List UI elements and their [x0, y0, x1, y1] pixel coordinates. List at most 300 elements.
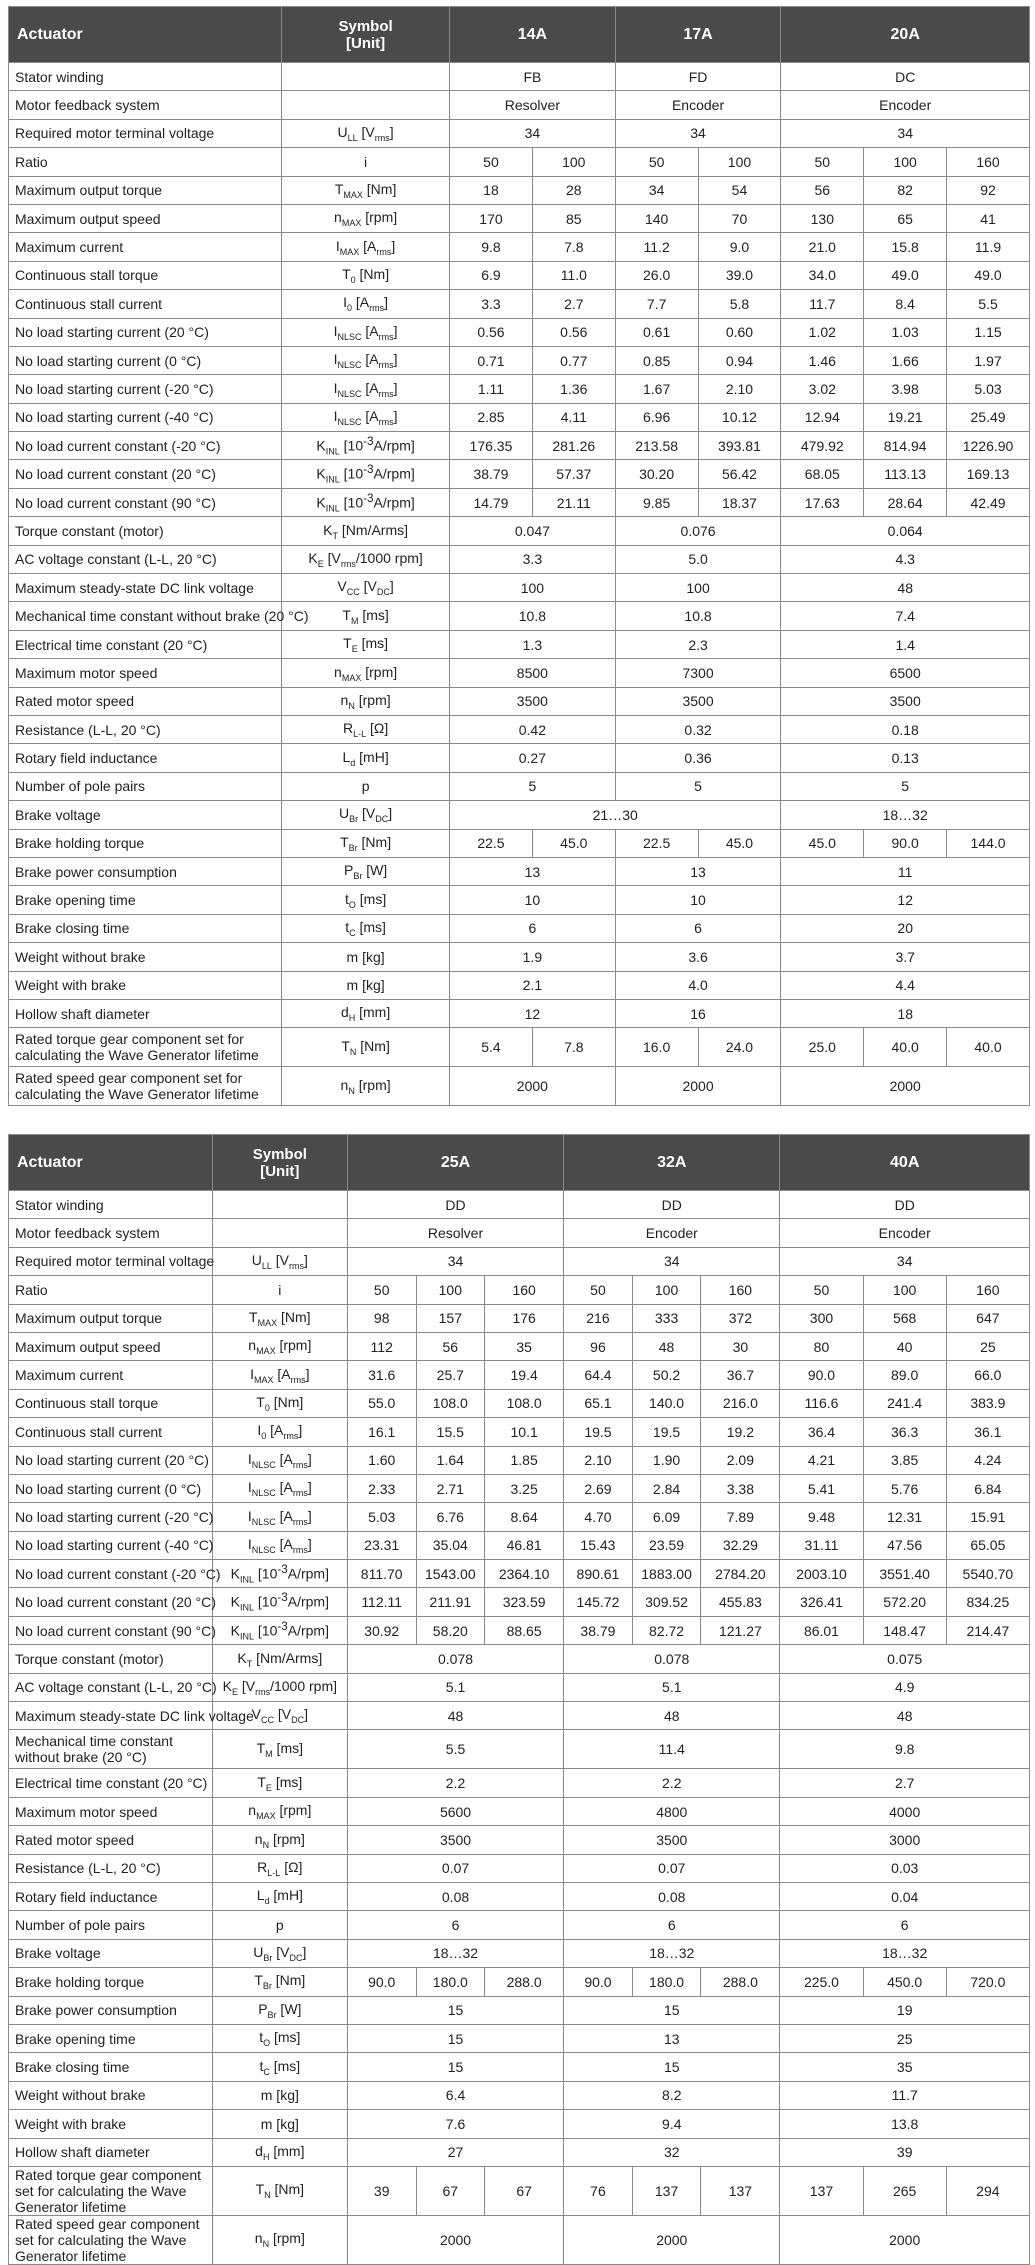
table-row [9, 1219, 1030, 1247]
value-cell: 5.0 [615, 545, 781, 573]
value-cell: 479.92 [781, 432, 864, 460]
table-row [9, 829, 1030, 857]
parameter-cell: Stator winding [9, 1191, 213, 1219]
table-row [9, 148, 1030, 176]
value-cell: 2.7 [780, 1769, 1030, 1797]
value-cell: 48 [347, 1702, 563, 1730]
symbol-cell: $T_N$ [Nm] [282, 1028, 450, 1067]
parameter-cell: Torque constant (motor) [9, 517, 282, 545]
symbol-cell: $L_d$ [mH] [282, 744, 450, 772]
value-cell: 15.5 [416, 1418, 485, 1446]
value-cell: 15.43 [564, 1531, 633, 1559]
value-cell: 100 [450, 574, 616, 602]
value-cell: 0.42 [450, 715, 616, 743]
symbol-cell: $T_E$ [ms] [282, 630, 450, 658]
value-cell: 34 [564, 1247, 780, 1275]
parameter-cell: Hollow shaft diameter [9, 2138, 213, 2166]
value-cell: 48 [781, 574, 1030, 602]
value-cell: 1226.90 [947, 432, 1030, 460]
value-cell: 48 [780, 1702, 1030, 1730]
symbol-cell: $n_{MAX}$ [rpm] [212, 1797, 347, 1825]
value-cell: 4.3 [781, 545, 1030, 573]
value-cell: 15 [347, 2024, 563, 2052]
symbol-header: Symbol [Unit] [282, 7, 450, 63]
value-cell: 4.21 [780, 1446, 863, 1474]
parameter-cell: No load starting current (20 °C) [9, 318, 282, 346]
value-cell: 11.4 [564, 1730, 780, 1769]
value-cell: 176 [485, 1304, 564, 1332]
value-cell: FB [450, 63, 616, 91]
parameter-cell: Resistance (L-L, 20 °C) [9, 715, 282, 743]
symbol-cell: $V_{CC}$ $[V_{DC}]$ [212, 1702, 347, 1730]
symbol-cell: $t_C$ [ms] [212, 2053, 347, 2081]
value-cell: 16 [615, 999, 781, 1027]
symbol-cell: $K_{INL}$ $[10^{-3}A/rpm]$ [212, 1588, 347, 1616]
value-cell: 50 [780, 1276, 863, 1304]
symbol-cell: $P_{Br}$ [W] [212, 1996, 347, 2024]
table-row [9, 1854, 1030, 1882]
parameter-cell: Brake opening time [9, 2024, 213, 2052]
parameter-cell: Rotary field inductance [9, 1882, 213, 1910]
value-cell: 15 [564, 1996, 780, 2024]
symbol-cell: $T_0$ [Nm] [282, 261, 450, 289]
parameter-cell: No load current constant (90 °C) [9, 1616, 213, 1644]
value-cell: 25 [946, 1332, 1029, 1360]
symbol-cell: $U_{Br}$ $[V_{DC}]$ [282, 801, 450, 829]
value-cell: 6.4 [347, 2081, 563, 2109]
symbol-cell: $n_N$ [rpm] [282, 1067, 450, 1106]
value-cell: 160 [946, 1276, 1029, 1304]
value-cell: 8.4 [864, 290, 947, 318]
parameter-cell: No load starting current (20 °C) [9, 1446, 213, 1474]
table-row [9, 318, 1030, 346]
value-cell: 88.65 [485, 1616, 564, 1644]
parameter-cell: Brake holding torque [9, 1968, 213, 1996]
value-cell: 0.85 [615, 346, 698, 374]
value-cell: 140.0 [632, 1389, 701, 1417]
symbol-cell: m [kg] [212, 2110, 347, 2138]
table-row [9, 375, 1030, 403]
symbol-cell: $I_{NLSC}$ $[A_{rms}]$ [282, 403, 450, 431]
value-cell: Resolver [347, 1219, 563, 1247]
parameter-cell: Mechanical time constant without brake (20 °C) [9, 602, 282, 630]
value-cell: 31.11 [780, 1531, 863, 1559]
table-row [9, 1531, 1030, 1559]
table-row [9, 1702, 1030, 1730]
value-cell: 45.0 [698, 829, 781, 857]
parameter-cell: No load current constant (20 °C) [9, 460, 282, 488]
value-cell: 6.84 [946, 1474, 1029, 1502]
value-cell: 57.37 [532, 460, 615, 488]
table-row [9, 1276, 1030, 1304]
value-cell: 383.9 [946, 1389, 1029, 1417]
parameter-cell: Brake closing time [9, 2053, 213, 2081]
value-cell: 1.11 [450, 375, 533, 403]
value-cell: 5.5 [347, 1730, 563, 1769]
value-cell: 9.48 [780, 1503, 863, 1531]
value-cell: 0.56 [450, 318, 533, 346]
header-row [9, 1135, 1030, 1191]
value-cell: 834.25 [946, 1588, 1029, 1616]
value-cell: 10.8 [615, 602, 781, 630]
value-cell: 11.9 [947, 233, 1030, 261]
value-cell: 2.71 [416, 1474, 485, 1502]
value-cell: 6.09 [632, 1503, 701, 1531]
value-cell: 35 [780, 2053, 1030, 2081]
parameter-cell: Mechanical time constant without brake (20 °C) [9, 1730, 213, 1769]
value-cell: 5.8 [698, 290, 781, 318]
value-cell: 15 [347, 1996, 563, 2024]
parameter-cell: Continuous stall torque [9, 261, 282, 289]
table-body [9, 1191, 1030, 2265]
value-cell: 0.77 [532, 346, 615, 374]
value-cell: 8500 [450, 659, 616, 687]
table-row [9, 1645, 1030, 1673]
value-cell: 0.078 [347, 1645, 563, 1673]
value-cell: 3500 [450, 687, 616, 715]
value-cell: 18…32 [564, 1939, 780, 1967]
parameter-cell: Maximum motor speed [9, 659, 282, 687]
value-cell: 38.79 [450, 460, 533, 488]
value-cell: 18 [450, 176, 533, 204]
value-cell: 0.075 [780, 1645, 1030, 1673]
value-cell: 3.25 [485, 1474, 564, 1502]
parameter-cell: Continuous stall current [9, 290, 282, 318]
symbol-cell: $I_{NLSC}$ $[A_{rms}]$ [212, 1446, 347, 1474]
table-row [9, 2138, 1030, 2166]
value-cell: 67 [485, 2166, 564, 2215]
value-cell: 7300 [615, 659, 781, 687]
parameter-cell: Maximum steady-state DC link voltage [9, 1702, 213, 1730]
value-cell: 16.0 [615, 1028, 698, 1067]
parameter-cell: No load current constant (-20 °C) [9, 1560, 213, 1588]
value-cell: 393.81 [698, 432, 781, 460]
symbol-header: Symbol [Unit] [212, 1135, 347, 1191]
value-cell: 455.83 [701, 1588, 780, 1616]
value-cell: 145.72 [564, 1588, 633, 1616]
value-cell: 3551.40 [863, 1560, 946, 1588]
value-cell: DD [780, 1191, 1030, 1219]
table-row [9, 1389, 1030, 1417]
value-cell: 1.90 [632, 1446, 701, 1474]
value-cell: 98 [347, 1304, 416, 1332]
parameter-cell: No load starting current (0 °C) [9, 346, 282, 374]
value-cell: 82 [864, 176, 947, 204]
value-cell: 50.2 [632, 1361, 701, 1389]
value-cell: 1.64 [416, 1446, 485, 1474]
value-cell: 1.46 [781, 346, 864, 374]
value-cell: 34 [450, 119, 616, 147]
value-cell: 34 [347, 1247, 563, 1275]
value-cell: 50 [615, 148, 698, 176]
value-cell: 0.94 [698, 346, 781, 374]
symbol-cell: $T_{Br}$ [Nm] [282, 829, 450, 857]
parameter-cell: Rated motor speed [9, 1826, 213, 1854]
value-cell: 89.0 [863, 1361, 946, 1389]
value-cell: Encoder [615, 91, 781, 119]
parameter-cell: No load current constant (-20 °C) [9, 432, 282, 460]
parameter-cell: AC voltage constant (L-L, 20 °C) [9, 545, 282, 573]
value-cell: 0.07 [564, 1854, 780, 1882]
spec-table-1 [8, 6, 1030, 1106]
value-cell: 450.0 [863, 1968, 946, 1996]
value-cell: 890.61 [564, 1560, 633, 1588]
parameter-cell: Maximum motor speed [9, 1797, 213, 1825]
parameter-cell: Number of pole pairs [9, 772, 282, 800]
table-row [9, 261, 1030, 289]
value-cell: 56 [416, 1332, 485, 1360]
value-cell: 21.11 [532, 488, 615, 516]
symbol-cell: $T_{Br}$ [Nm] [212, 1968, 347, 1996]
table-row [9, 1247, 1030, 1275]
value-cell: 3.02 [781, 375, 864, 403]
value-cell: 121.27 [701, 1616, 780, 1644]
table-body [9, 63, 1030, 1106]
value-cell: 19.21 [864, 403, 947, 431]
value-cell: 0.047 [450, 517, 616, 545]
value-cell: 13.8 [780, 2110, 1030, 2138]
table-row [9, 545, 1030, 573]
value-cell: 4.0 [615, 971, 781, 999]
value-cell: 113.13 [864, 460, 947, 488]
value-cell: 3500 [564, 1826, 780, 1854]
value-cell: 1.9 [450, 943, 616, 971]
symbol-cell: $I_{NLSC}$ $[A_{rms}]$ [212, 1503, 347, 1531]
value-cell: 66.0 [946, 1361, 1029, 1389]
symbol-cell: $T_M$ [ms] [282, 602, 450, 630]
value-cell: 19.4 [485, 1361, 564, 1389]
value-cell: 20 [781, 914, 1030, 942]
symbol-cell: $I_{NLSC}$ $[A_{rms}]$ [282, 346, 450, 374]
value-cell: 42.49 [947, 488, 1030, 516]
value-cell: 281.26 [532, 432, 615, 460]
table-row [9, 857, 1030, 885]
value-cell: 2003.10 [780, 1560, 863, 1588]
symbol-cell: i [212, 1276, 347, 1304]
symbol-cell: m [kg] [212, 2081, 347, 2109]
value-cell: 0.08 [564, 1882, 780, 1910]
actuator-header: Actuator [9, 7, 282, 63]
value-cell: 148.47 [863, 1616, 946, 1644]
table-row [9, 1826, 1030, 1854]
value-cell: 6 [564, 1911, 780, 1939]
value-cell: 5600 [347, 1797, 563, 1825]
table-row [9, 715, 1030, 743]
value-cell: 36.7 [701, 1361, 780, 1389]
value-cell: 2.3 [615, 630, 781, 658]
value-cell: 108.0 [485, 1389, 564, 1417]
value-cell: 4000 [780, 1797, 1030, 1825]
value-cell: 48 [564, 1702, 780, 1730]
value-cell: 140 [615, 204, 698, 232]
group-header: 20A [781, 7, 1030, 63]
value-cell: 647 [946, 1304, 1029, 1332]
table-row [9, 574, 1030, 602]
value-cell: 30.92 [347, 1616, 416, 1644]
value-cell: 3500 [347, 1826, 563, 1854]
value-cell: 4.24 [946, 1446, 1029, 1474]
table-row [9, 687, 1030, 715]
value-cell: 372 [701, 1304, 780, 1332]
value-cell: 39.0 [698, 261, 781, 289]
parameter-cell: Continuous stall current [9, 1418, 213, 1446]
value-cell: 13 [564, 2024, 780, 2052]
parameter-cell: Stator winding [9, 63, 282, 91]
value-cell: DD [347, 1191, 563, 1219]
value-cell: 170 [450, 204, 533, 232]
actuator-header: Actuator [9, 1135, 213, 1191]
symbol-cell: $P_{Br}$ [W] [282, 857, 450, 885]
value-cell: 137 [780, 2166, 863, 2215]
table-row [9, 1882, 1030, 1910]
parameter-cell: Rated torque gear component set for calculating the Wave Generator lifetime [9, 1028, 282, 1067]
symbol-cell: $K_{INL}$ $[10^{-3}A/rpm]$ [212, 1560, 347, 1588]
table-row [9, 176, 1030, 204]
value-cell: 39 [347, 2166, 416, 2215]
value-cell: 5.1 [564, 1673, 780, 1701]
parameter-cell: Required motor terminal voltage [9, 119, 282, 147]
value-cell: 5540.70 [946, 1560, 1029, 1588]
value-cell: 3000 [780, 1826, 1030, 1854]
value-cell: 16.1 [347, 1418, 416, 1446]
value-cell: 2.33 [347, 1474, 416, 1502]
value-cell: 64.4 [564, 1361, 633, 1389]
value-cell: 5.03 [347, 1503, 416, 1531]
value-cell: 0.18 [781, 715, 1030, 743]
value-cell: 1883.00 [632, 1560, 701, 1588]
value-cell: 50 [781, 148, 864, 176]
table-row [9, 432, 1030, 460]
value-cell: 288.0 [485, 1968, 564, 1996]
value-cell: 211.91 [416, 1588, 485, 1616]
value-cell: 2.2 [347, 1769, 563, 1797]
symbol-cell: $I_{MAX}$ $[A_{rms}]$ [212, 1361, 347, 1389]
symbol-cell: $n_N$ [rpm] [212, 2215, 347, 2264]
spec-table-2 [8, 1134, 1030, 2265]
parameter-cell: Maximum output speed [9, 1332, 213, 1360]
value-cell: 6 [450, 914, 616, 942]
value-cell: 25.0 [781, 1028, 864, 1067]
symbol-cell: $K_{INL}$ $[10^{-3}A/rpm]$ [282, 460, 450, 488]
symbol-cell: $I_{NLSC}$ $[A_{rms}]$ [282, 375, 450, 403]
value-cell: 116.6 [780, 1389, 863, 1417]
value-cell: 15.8 [864, 233, 947, 261]
table-row [9, 119, 1030, 147]
parameter-cell: Maximum current [9, 233, 282, 261]
table-row [9, 971, 1030, 999]
value-cell: 5 [615, 772, 781, 800]
value-cell: 572.20 [863, 1588, 946, 1616]
value-cell: 160 [701, 1276, 780, 1304]
value-cell: 11.7 [781, 290, 864, 318]
value-cell: 4.9 [780, 1673, 1030, 1701]
value-cell: 0.32 [615, 715, 781, 743]
value-cell: 13 [450, 857, 616, 885]
value-cell: 100 [698, 148, 781, 176]
value-cell: 137 [701, 2166, 780, 2215]
value-cell: 216.0 [701, 1389, 780, 1417]
symbol-cell: $T_N$ [Nm] [212, 2166, 347, 2215]
value-cell: 3500 [781, 687, 1030, 715]
table-row [9, 233, 1030, 261]
value-cell: 300 [780, 1304, 863, 1332]
value-cell: 7.8 [532, 233, 615, 261]
value-cell: 137 [632, 2166, 701, 2215]
symbol-cell: $K_{INL}$ $[10^{-3}A/rpm]$ [282, 488, 450, 516]
value-cell: 5.03 [947, 375, 1030, 403]
value-cell: 3.85 [863, 1446, 946, 1474]
table-row [9, 2166, 1030, 2215]
value-cell: 23.59 [632, 1531, 701, 1559]
value-cell: 31.6 [347, 1361, 416, 1389]
value-cell: 811.70 [347, 1560, 416, 1588]
value-cell: 9.8 [450, 233, 533, 261]
value-cell: 40 [863, 1332, 946, 1360]
value-cell: 100 [615, 574, 781, 602]
table-row [9, 1996, 1030, 2024]
value-cell: 7.89 [701, 1503, 780, 1531]
value-cell: Encoder [781, 91, 1030, 119]
value-cell: 1.3 [450, 630, 616, 658]
value-cell: 12.94 [781, 403, 864, 431]
value-cell: 17.63 [781, 488, 864, 516]
table-row [9, 346, 1030, 374]
value-cell: 10 [450, 886, 616, 914]
value-cell: 0.56 [532, 318, 615, 346]
symbol-cell: m [kg] [282, 971, 450, 999]
value-cell: Resolver [450, 91, 616, 119]
value-cell: 5 [781, 772, 1030, 800]
parameter-cell: Brake opening time [9, 886, 282, 914]
value-cell: 1.02 [781, 318, 864, 346]
table-row [9, 1361, 1030, 1389]
value-cell: 1543.00 [416, 1560, 485, 1588]
group-header: 32A [564, 1135, 780, 1191]
value-cell: 32 [564, 2138, 780, 2166]
group-header: 25A [347, 1135, 563, 1191]
table-row [9, 630, 1030, 658]
value-cell: 30 [701, 1332, 780, 1360]
value-cell: 6 [780, 1911, 1030, 1939]
value-cell: 6.96 [615, 403, 698, 431]
table-row [9, 1304, 1030, 1332]
value-cell: 2000 [615, 1067, 781, 1106]
table-row [9, 772, 1030, 800]
symbol-cell: $n_N$ [rpm] [212, 1826, 347, 1854]
symbol-cell: $T_E$ [ms] [212, 1769, 347, 1797]
value-cell: 38.79 [564, 1616, 633, 1644]
value-cell: 6500 [781, 659, 1030, 687]
value-cell: 3.98 [864, 375, 947, 403]
value-cell: 10 [615, 886, 781, 914]
parameter-cell: Electrical time constant (20 °C) [9, 1769, 213, 1797]
table-row [9, 1503, 1030, 1531]
value-cell: 19 [780, 1996, 1030, 2024]
table-row [9, 2110, 1030, 2138]
value-cell: 11.0 [532, 261, 615, 289]
symbol-cell: $n_{MAX}$ [rpm] [282, 204, 450, 232]
value-cell: 14.79 [450, 488, 533, 516]
value-cell: 225.0 [780, 1968, 863, 1996]
table-row [9, 1332, 1030, 1360]
value-cell: 26.0 [615, 261, 698, 289]
value-cell: 2.69 [564, 1474, 633, 1502]
value-cell: 9.85 [615, 488, 698, 516]
symbol-cell: p [282, 772, 450, 800]
value-cell: 45.0 [532, 829, 615, 857]
table-row [9, 1446, 1030, 1474]
value-cell: 0.03 [780, 1854, 1030, 1882]
